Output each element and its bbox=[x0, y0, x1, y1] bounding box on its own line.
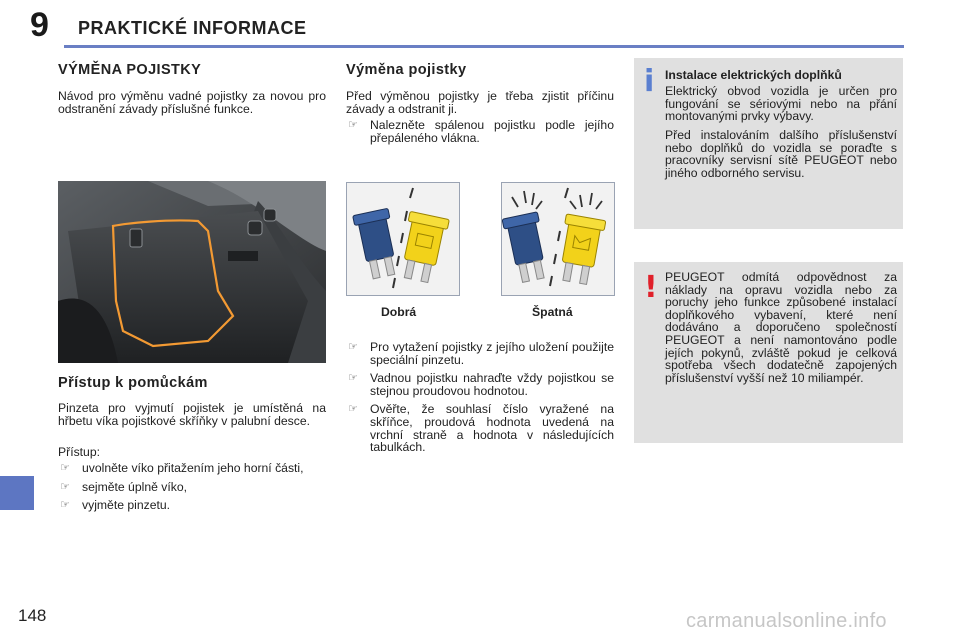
replacing-intro: Před výměnou pojistky je třeba zjistit příčinu závady a odstranit ji. bbox=[346, 89, 614, 116]
warning-icon: ! bbox=[644, 270, 658, 305]
replacing-list-bottom bbox=[346, 341, 614, 460]
list-item: ☞ vyjměte pinzetu. bbox=[60, 498, 171, 513]
fusebox-location-photo bbox=[58, 181, 326, 363]
access-text: Pinzeta pro vyjmutí pojistek je umístěná na hřbetu víka pojistkové skříňky v palubní desce. bbox=[58, 401, 326, 428]
warning-text: PEUGEOT odmítá odpovědnost za náklady na opravu vozidla nebo za poruchy jeho funkce způsobené instalací doplňkového vybavení, které není dodáváno a doporučeno společností PEUGEOT a není namontováno podle jejích pokynů, zvláště pokud je celková spotřeba všech dodatečně zapojených příslušenství vyšší než 10 miliampér. bbox=[665, 270, 897, 385]
section-title-tools-access: Přístup k pomůckám bbox=[58, 375, 208, 391]
pointer-hand-icon: ☞ bbox=[60, 462, 70, 474]
info-box-para2: Před instalováním dalšího příslušenství nebo doplňků do vozidla se poraďte s pracovníky servisní sítě PEUGEOT nebo jiného odborného servisu. bbox=[665, 128, 897, 180]
chapter-side-tab bbox=[0, 476, 34, 510]
chapter-title: PRAKTICKÉ INFORMACE bbox=[78, 18, 307, 38]
access-label: Přístup: bbox=[58, 445, 100, 459]
list-item: ☞ Nalezněte spálenou pojistku podle jejího přepáleného vlákna. bbox=[348, 118, 614, 145]
info-box-para1: Elektrický obvod vozidla je určen pro fungování se sériovými nebo na přání montovanými prvky výbavy. bbox=[665, 84, 897, 124]
bad-fuse-label: Špatná bbox=[532, 305, 573, 319]
list-item: ☞ sejměte úplně víko, bbox=[60, 479, 188, 494]
pointer-hand-icon: ☞ bbox=[60, 480, 70, 493]
header-divider bbox=[64, 45, 904, 48]
section-title-fuse-replacement: VÝMĚNA POJISTKY bbox=[58, 62, 202, 78]
bad-fuse-figure bbox=[501, 182, 615, 296]
good-fuse-illustration bbox=[347, 183, 459, 295]
info-box-title: Instalace elektrických doplňků bbox=[665, 68, 842, 82]
info-icon: i bbox=[644, 64, 655, 99]
warning-box bbox=[634, 262, 903, 443]
section-title-replacing-fuse: Výměna pojistky bbox=[346, 62, 467, 78]
access-steps-list bbox=[58, 462, 326, 518]
watermark: carmanualsonline.info bbox=[686, 610, 887, 632]
section-intro: Návod pro výměnu vadné pojistky za novou pro odstranění závady příslušné funkce. bbox=[58, 89, 326, 116]
page-number: 148 bbox=[18, 606, 47, 625]
good-fuse-label: Dobrá bbox=[381, 305, 417, 319]
list-item: ☞ Ověřte, že souhlasí číslo vyražené na skříňce, proudová hodnota uvedená na vrchní straně a hodnota v následujících tabulkách. bbox=[348, 402, 614, 455]
list-item: ☞ Pro vytažení pojistky z jejího uložení použijte speciální pinzetu. bbox=[348, 340, 614, 367]
list-item: ☞ uvolněte víko přitažením jeho horní části, bbox=[60, 461, 304, 475]
dashboard-illustration bbox=[58, 181, 326, 363]
pointer-hand-icon: ☞ bbox=[60, 499, 70, 512]
info-box bbox=[634, 58, 903, 229]
pointer-hand-icon: ☞ bbox=[348, 403, 358, 416]
replacing-list-top bbox=[346, 119, 614, 150]
pointer-hand-icon: ☞ bbox=[348, 372, 358, 385]
chapter-number: 9 bbox=[30, 6, 49, 44]
pointer-hand-icon: ☞ bbox=[348, 341, 358, 353]
pointer-hand-icon: ☞ bbox=[348, 119, 358, 131]
list-item: ☞ Vadnou pojistku nahraďte vždy pojistkou se stejnou proudovou hodnotou. bbox=[348, 371, 614, 398]
burst-lines bbox=[512, 191, 602, 209]
bad-fuse-illustration bbox=[502, 183, 614, 295]
good-fuse-figure bbox=[346, 182, 460, 296]
